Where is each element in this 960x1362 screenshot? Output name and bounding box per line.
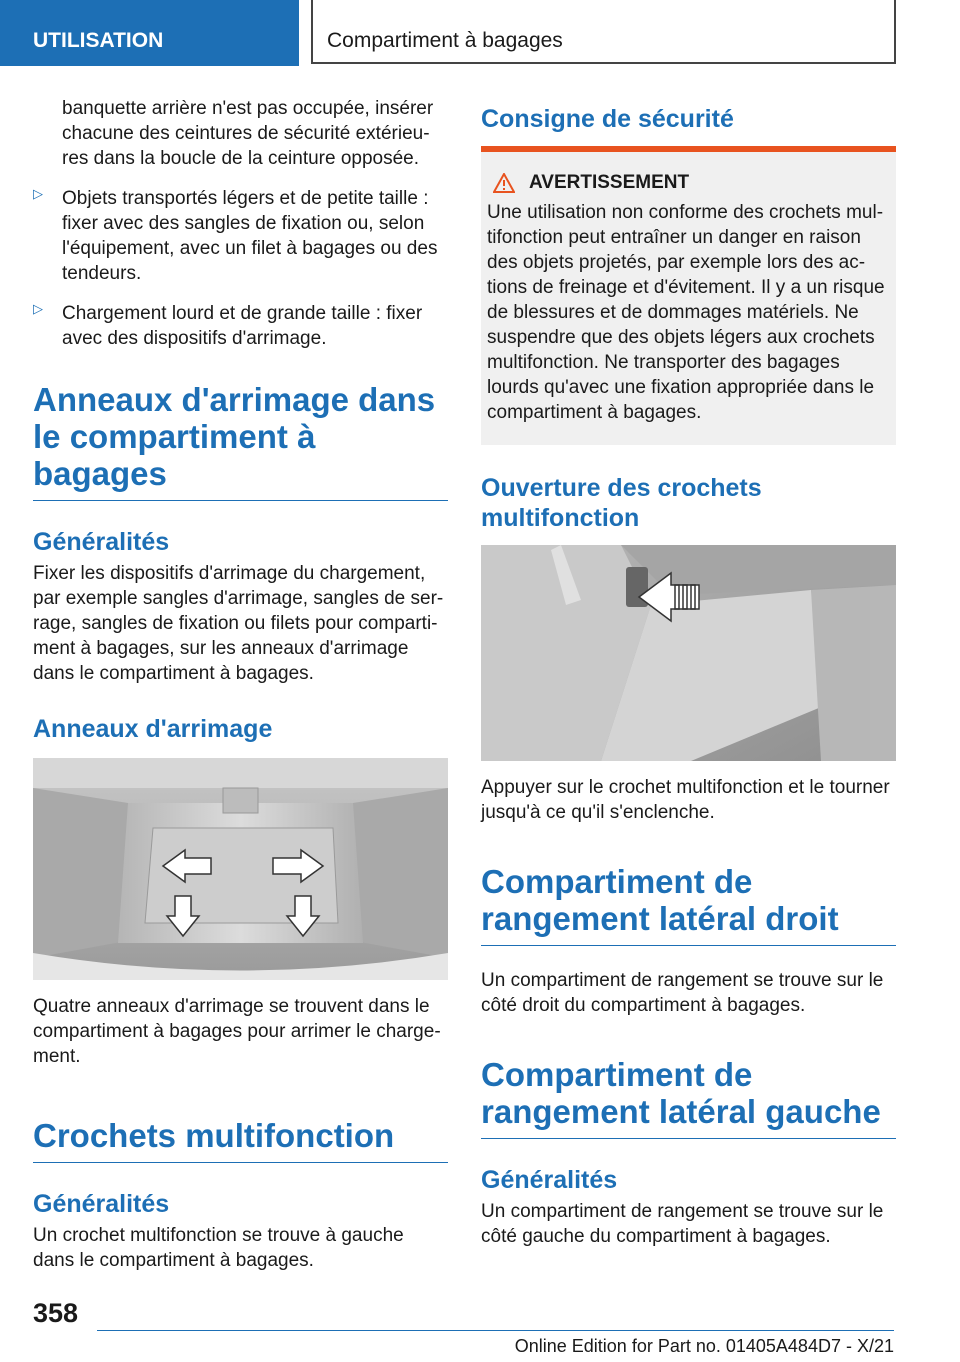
heading-safety-note: Consigne de sécurité bbox=[481, 105, 734, 133]
opening-caption: Appuyer sur le crochet multifonction et le tourner jusqu'à ce qu'il s'enclenche. bbox=[481, 777, 890, 823]
trunk-rings-image bbox=[33, 758, 448, 980]
rings-caption: Quatre anneaux d'arrimage se trouvent dans le compartiment à bagages pour arrimer le chargement. bbox=[33, 996, 441, 1067]
bullet-item bbox=[33, 186, 448, 286]
trunk-illustration-svg bbox=[33, 758, 448, 980]
warning-title bbox=[487, 172, 890, 194]
heading-general: Généralités bbox=[481, 1166, 618, 1194]
left-storage-text: Un compartiment de rangement se trouve sur le côté gauche du compartiment à bagages. bbox=[481, 1201, 884, 1247]
heading-right-storage: Compartiment de rangement latéral droit bbox=[481, 863, 896, 946]
right-column bbox=[481, 104, 896, 1249]
section-tab[interactable]: UTILISATION bbox=[0, 0, 299, 66]
page-header bbox=[0, 0, 960, 66]
heading-general: Généralités bbox=[33, 528, 170, 556]
left-column bbox=[33, 96, 448, 1273]
warning-text: Une utilisation non conforme des crochets multifonction peut entraîner un danger en raison des objets projetés, par exemple lors des actions de freinage et d'évitement. Il y a un risque de blessures et de dommages matériels. Ne suspendre que des objets légers aux crochets multifonction. Ne transporter des bagages lourds qu'avec une fixation appropriée dans le compartiment à bagages. bbox=[487, 202, 885, 423]
right-storage-text: Un compartiment de rangement se trouve sur le côté droit du compartiment à bagages. bbox=[481, 970, 884, 1016]
heading-multifunction-hooks: Crochets multifonction bbox=[33, 1117, 448, 1163]
bullet-triangle-icon: ▷ bbox=[33, 301, 43, 316]
heading-general: Généralités bbox=[33, 1190, 170, 1218]
bullet-triangle-icon: ▷ bbox=[33, 186, 43, 201]
heading-rings: Anneaux d'arrimage bbox=[33, 715, 273, 743]
footer-divider bbox=[97, 1330, 894, 1331]
general-paragraph: Un crochet multifonction se trouve à gauche dans le compartiment à bagages. bbox=[33, 1225, 404, 1271]
heading-left-storage: Compartiment de rangement latéral gauche bbox=[481, 1056, 896, 1139]
bullet-item bbox=[33, 301, 448, 351]
page-title-tab: Compartiment à bagages bbox=[311, 0, 896, 64]
warning-box bbox=[481, 146, 896, 445]
continued-paragraph: banquette arrière n'est pas occupée, insérer chacune des ceintures de sécurité extérieures dans la boucle de la ceinture opposée. bbox=[62, 98, 434, 169]
warning-title-text: AVERTISSEMENT bbox=[529, 172, 690, 193]
bullet-text: Objets transportés légers et de petite taille : fixer avec des sangles de fixation ou, selon l'équipement, avec un filet à bagages ou des tendeurs. bbox=[62, 188, 438, 284]
edition-text[interactable]: Online Edition for Part no. 01405A484D7 - X/21 bbox=[514, 1336, 894, 1356]
bullet-text: Chargement lourd et de grande taille : fixer avec des dispositifs d'arrimage. bbox=[62, 303, 423, 349]
hook-image bbox=[481, 545, 896, 761]
page-number: 358 bbox=[33, 1298, 79, 1328]
heading-tie-down-rings: Anneaux d'arrimage dans le compartiment à bagages bbox=[33, 381, 448, 501]
hook-illustration-svg bbox=[481, 545, 896, 761]
warning-triangle-icon bbox=[493, 173, 515, 193]
general-paragraph: Fixer les dispositifs d'arrimage du chargement, par exemple sangles d'arrimage, sangles de serrage, sangles de fixation ou filets pour compartiment à bagages, sur les anneaux d'arrimage dans le compartiment à bagages. bbox=[33, 563, 444, 684]
heading-opening-hooks: Ouverture des crochets multifonction bbox=[481, 474, 762, 532]
